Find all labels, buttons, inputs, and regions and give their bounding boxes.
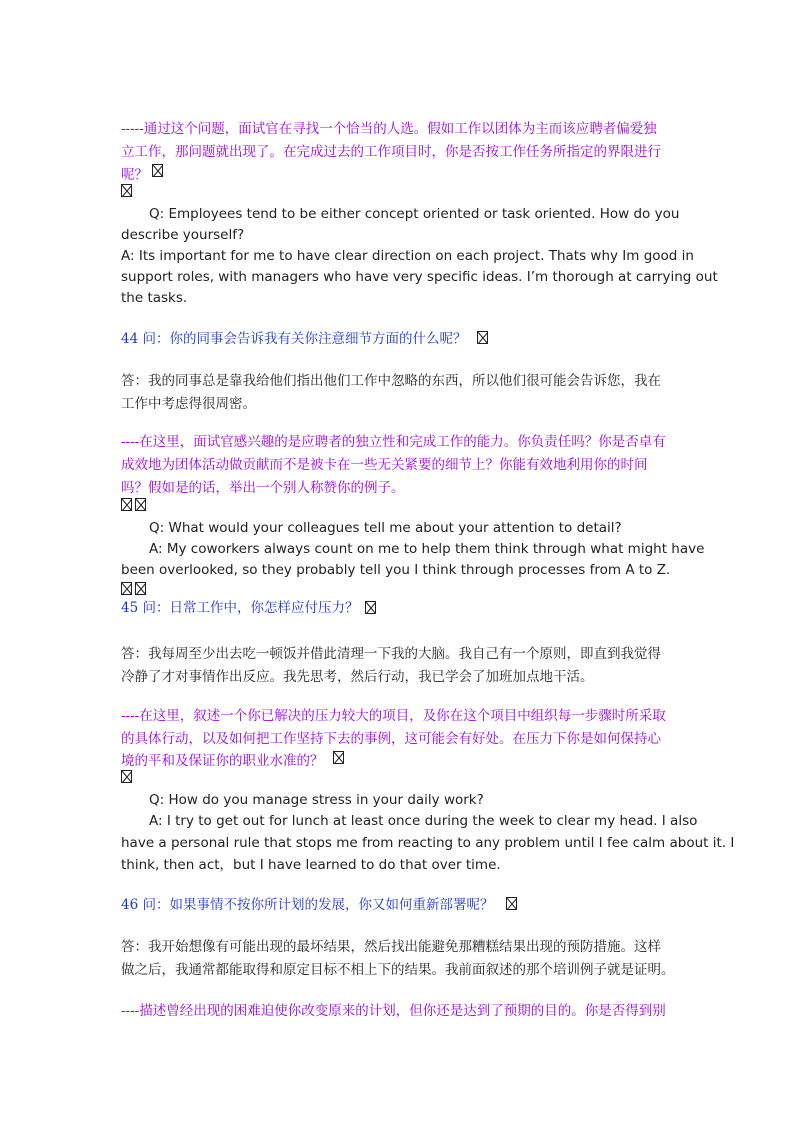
answer-line: 做之后，我通常都能取得和原定目标不相上下的结果。我前面叙述的那个培训例子就是证明。 [121,962,675,978]
question-heading-46: 46 问：如果事情不按你所计划的发展，你又如何重新部署呢？ [121,897,494,913]
english-line: think, then act，but I have learned to do that over time. [121,857,501,873]
missing-image-icon [333,751,344,764]
missing-image-icon [135,498,146,511]
question-heading-44: 44 问：你的同事会告诉我有关你注意细节方面的什么呢？ [121,331,467,347]
note-line: ----在这里，叙述一个你已解决的压力较大的项目，及你在这个项目中组织每一步骤时所采取 [121,708,666,724]
note-line: 立工作，那问题就出现了。在完成过去的工作项目时，你是否按工作任务所指定的界限进行 [121,144,661,160]
note-line: 吗？假如是的话，举出一个别人称赞你的例子。 [121,480,405,496]
answer-line: 冷静了才对事情作出反应。我先思考，然后行动，我已学会了加班加点地干活。 [121,669,594,685]
english-line: support roles, with managers who have very specific ideas. I’m thorough at carrying out [121,269,718,285]
missing-image-icon [121,184,132,197]
answer-line: 工作中考虑得很周密。 [121,396,256,412]
english-line: describe yourself? [121,227,245,243]
english-question: Q: How do you manage stress in your daily work? [149,792,484,808]
note-line: 成效地为团体活动做贡献而不是被卡在一些无关紧要的细节上？你能有效地利用你的时间 [121,457,648,473]
answer-line: 答：我的同事总是靠我给他们指出他们工作中忽略的东西，所以他们很可能会告诉您，我在 [121,373,661,389]
answer-line: 答：我开始想像有可能出现的最坏结果，然后找出能避免那糟糕结果出现的预防措施。这样 [121,939,661,955]
note-line: 呢？ [121,167,148,183]
english-line: the tasks. [121,290,188,306]
english-line: been overlooked, so they probably tell you I think through processes from A to Z. [121,562,671,578]
english-line: have a personal rule that stops me from reacting to any problem until I fee calm about it. I [121,835,735,851]
missing-image-icon [135,582,146,595]
note-line: 境的平和及保证你的职业水准的？ [121,753,324,769]
question-heading-45: 45 问：日常工作中，你怎样应付压力？ [121,600,359,616]
missing-image-icon [121,498,132,511]
english-answer: A: My coworkers always count on me to help them think through what might have [149,541,705,557]
missing-image-icon [121,582,132,595]
missing-image-icon [365,601,376,614]
note-line: ----描述曾经出现的困难迫使你改变原来的计划，但你还是达到了预期的目的。你是否得到别 [121,1003,666,1019]
english-question: Q: What would your colleagues tell me about your attention to detail? [149,520,622,536]
missing-image-icon [121,770,132,783]
note-line: -----通过这个问题，面试官在寻找一个恰当的人选。假如工作以团体为主而该应聘者偏爱独 [121,121,657,137]
english-answer: A: Its important for me to have clear direction on each project. Thats why Im good in [121,248,694,264]
missing-image-icon [152,164,163,177]
english-question: Q: Employees tend to be either concept oriented or task oriented. How do you [149,206,680,222]
english-answer: A: I try to get out for lunch at least once during the week to clear my head. I also [149,813,698,829]
note-line: 的具体行动，以及如何把工作坚持下去的事例，这可能会有好处。在压力下你是如何保持心 [121,731,661,747]
missing-image-icon [477,331,488,344]
note-line: ----在这里，面试官感兴趣的是应聘者的独立性和完成工作的能力。你负责任吗？你是否卓有 [121,434,666,450]
missing-image-icon [506,897,517,910]
answer-line: 答：我每周至少出去吃一顿饭并借此清理一下我的大脑。我自己有一个原则，即直到我觉得 [121,646,661,662]
